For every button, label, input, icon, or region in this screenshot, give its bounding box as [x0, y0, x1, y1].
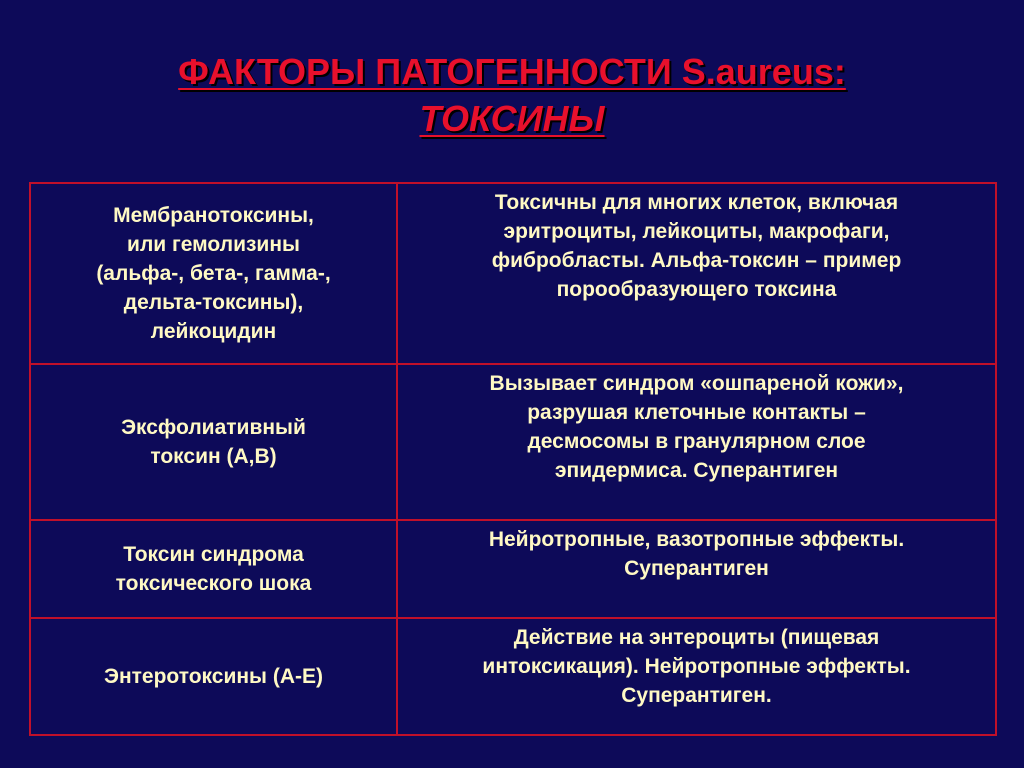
toxin-description-cell — [397, 364, 996, 520]
toxin-name-cell — [30, 364, 397, 520]
toxin-name: Токсин синдрома токсического шока — [115, 543, 312, 595]
toxin-description-cell — [397, 183, 996, 364]
toxin-name: Мембранотоксины, или гемолизины (альфа-, бета-, гамма-, дельта-токсины), лейкоцидин — [96, 204, 331, 343]
toxin-name: Энтеротоксины (А-Е) — [104, 665, 323, 688]
table-row — [30, 520, 996, 618]
toxin-description: Действие на энтероциты (пищевая интоксикация). Нейротропные эффекты. Суперантиген. — [482, 626, 911, 707]
toxin-description-cell — [397, 618, 996, 735]
slide-title — [0, 48, 1024, 142]
toxin-name-cell — [30, 618, 397, 735]
toxin-description: Вызывает синдром «ошпареной кожи», разрушая клеточные контакты – десмосомы в гранулярном слое эпидермиса. Суперантиген — [489, 372, 904, 482]
title-line-1: ФАКТОРЫ ПАТОГЕННОСТИ S.aureus: — [178, 51, 846, 92]
toxins-table — [29, 182, 997, 736]
table-row — [30, 183, 996, 364]
toxin-name-cell — [30, 183, 397, 364]
toxin-name-cell — [30, 520, 397, 618]
toxin-name: Эксфолиативный токсин (А,В) — [121, 416, 306, 468]
title-line-2: ТОКСИНЫ — [419, 98, 605, 139]
toxin-description: Токсичны для многих клеток, включая эритроциты, лейкоциты, макрофаги, фибробласты. Альфа-токсин – пример порообразующего токсина — [491, 191, 902, 301]
toxin-description: Нейротропные, вазотропные эффекты. Суперантиген — [488, 528, 905, 580]
table-row — [30, 618, 996, 735]
toxin-description-cell — [397, 520, 996, 618]
table-row — [30, 364, 996, 520]
